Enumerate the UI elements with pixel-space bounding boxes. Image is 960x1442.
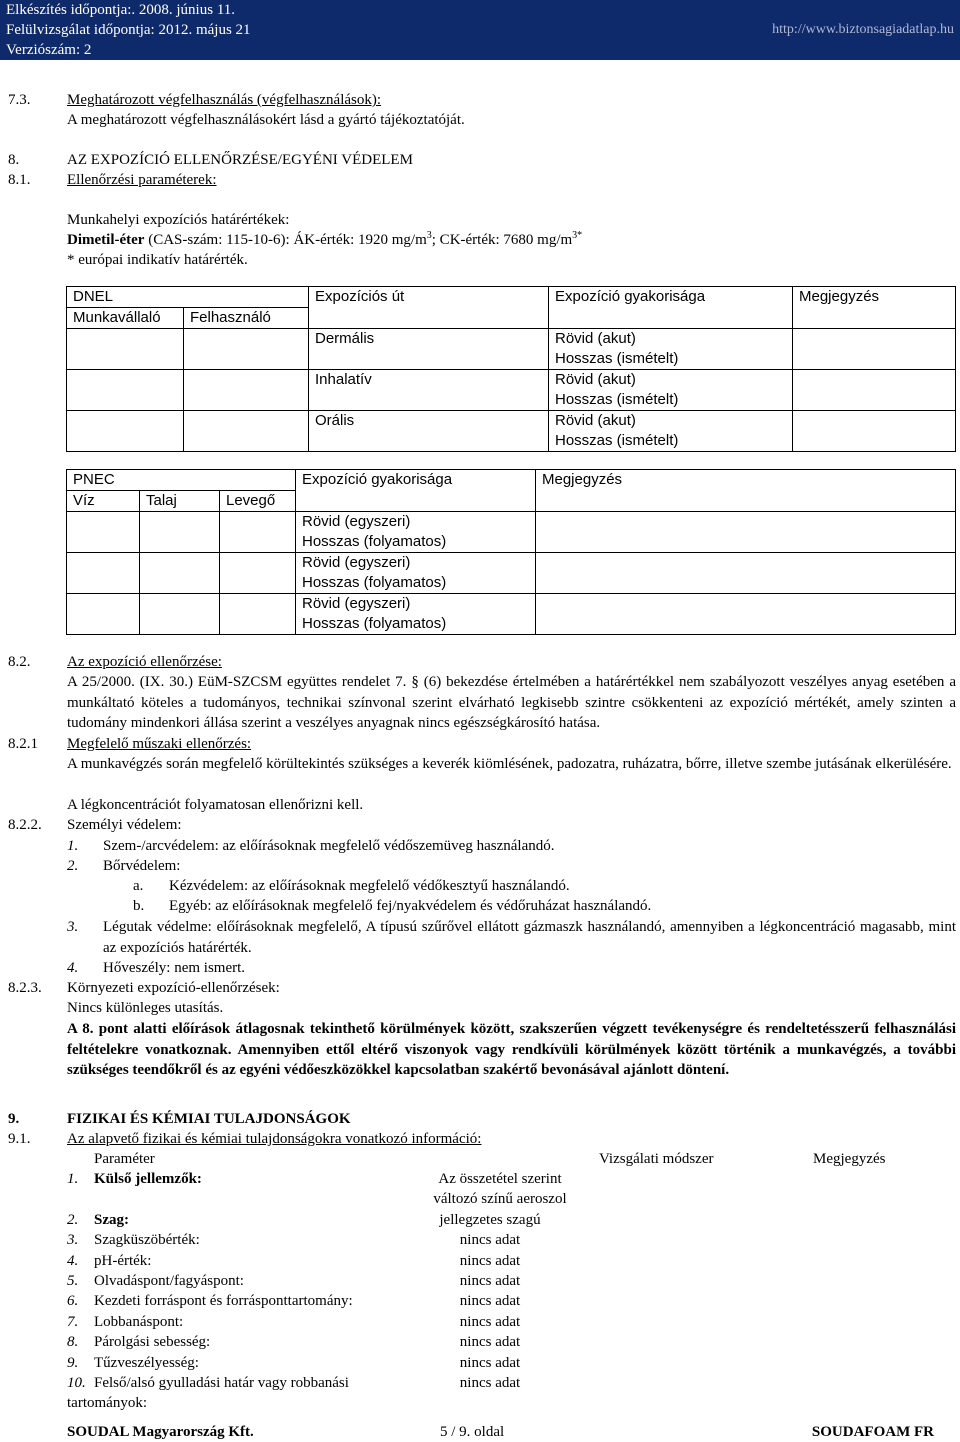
frequency-cell: Rövid (akut) Hosszas (ismételt) [549,370,793,411]
list-number: 2. [67,858,79,874]
frequency-cell: Rövid (egyszeri) Hosszas (folyamatos) [296,512,536,553]
substance-name: Dimetil-éter [67,232,145,248]
property-name: Lobbanáspont: [94,1314,184,1330]
section-7-3-title: Meghatározott végfelhasználás (végfelhasználások): [67,92,382,108]
property-number: 1. [67,1171,79,1187]
respiratory-protection-text: Légutak védelme: előírásoknak megfelelő, A típusú szűrővel ellátott gázmaszk használandó, amennyiben a légkoncentráció magasabb, mint az expozíciós határérték. [103,919,956,956]
property-name: pH-érték: [94,1253,152,1269]
eye-protection-text: Szem-/arcvédelem: az előírásoknak megfelelő védőszemüveg használandó. [103,838,555,854]
property-number: 4. [67,1253,79,1269]
frequency-cell: Rövid (egyszeri) Hosszas (folyamatos) [296,553,536,594]
frequency-header: Expozíció gyakorisága [549,287,793,329]
section-8-2-1-number: 8.2.1 [8,736,38,752]
property-number: 10. [67,1375,86,1391]
frequency-cell: Rövid (akut) Hosszas (ismételt) [549,411,793,452]
property-number: 6. [67,1293,79,1309]
route-cell: Orális [309,411,549,452]
property-value: nincs adat [459,1334,521,1350]
route-cell: Dermális [309,329,549,370]
property-value: nincs adat [459,1253,521,1269]
section-8-2-text: A 25/2000. (IX. 30.) EüM-SZCSM együttes rendelet 7. § (6) bekezdése értelmében a határértékkel nem szabályozott veszélyes anyag esetében a munkáltató köteles a tudományos, technikai színvonal szerint elvárható legkisebb szintre csökkenteni az expozíció mértékét, amely szinten a tudomány mindenkori állása szerint a veszélyes anyagnak nincs egészségkárosító hatása. [67,674,956,731]
table-row [67,411,956,452]
dnel-header: DNEL [67,287,309,308]
section-9-number: 9. [8,1111,20,1127]
property-name: Párolgási sebesség: [94,1334,211,1350]
parameter-header: Paraméter [94,1151,155,1167]
table-row [67,553,956,594]
revision-date: Felülvizsgálat időpontja: 2012. május 21 [6,22,251,38]
footer-page-number: 5 / 9. oldal [440,1424,505,1440]
table-row [67,370,956,411]
limits-sup-1: 3 [426,230,432,241]
limits-text-2: ; CK-érték: 7680 mg/m [431,232,573,248]
property-name-continued: tartományok: [67,1395,147,1411]
exposure-limits-heading: Munkahelyi expozíciós határértékek: [67,212,290,228]
hand-protection-text: Kézvédelem: az előírásoknak megfelelő védőkesztyű használandó. [169,878,570,894]
exposure-limits-line [67,230,582,250]
section-8-2-title: Az expozíció ellenőrzése: [67,654,222,670]
note-header: Megjegyzés [813,1151,886,1167]
created-date: Elkészítés időpontja:. 2008. június 11. [6,2,236,18]
property-name: Külső jellemzők: [94,1171,202,1187]
section-8-1-number: 8.1. [8,172,31,188]
section-7-3-text: A meghatározott végfelhasználásokért lásd a gyártó tájékoztatóját. [67,112,465,128]
thermal-hazard-text: Hőveszély: nem ismert. [103,960,246,976]
route-cell: Inhalatív [309,370,549,411]
property-value: jellegzetes szagú [439,1212,541,1228]
table-row [67,512,956,553]
list-letter: a. [133,878,144,894]
property-value: nincs adat [459,1375,521,1391]
footer-company: SOUDAL Magyarország Kft. [67,1424,254,1440]
section-9-title: FIZIKAI ÉS KÉMIAI TULAJDONSÁGOK [67,1111,351,1127]
property-value: nincs adat [459,1355,521,1371]
user-header: Felhasználó [184,308,309,329]
table-row [67,329,956,370]
property-number: 2. [67,1212,79,1228]
limits-sup-2: 3* [572,230,583,241]
pnec-table [66,469,956,635]
method-header: Vizsgálati módszer [599,1151,714,1167]
property-value: nincs adat [459,1273,521,1289]
property-value: nincs adat [459,1293,521,1309]
skin-protection-text: Bőrvédelem: [103,858,181,874]
section-9-1-title: Az alapvető fizikai és kémiai tulajdonságokra vonatkozó információ: [67,1131,482,1147]
list-number: 4. [67,960,79,976]
note-header: Megjegyzés [793,287,956,329]
footer-product: SOUDAFOAM FR [811,1424,934,1440]
property-value: nincs adat [459,1314,521,1330]
section-8-2-3-bold-text: A 8. pont alatti előírások átlagosnak tekinthető körülmények között, szakszerűen végzett tevékenységre és rendeltetésszerű felhasználási feltételekre vonatkoznak. Amennyiben ettől eltérő viszonyok vagy rendkívüli körülmények között történik a munkavégzés, a további szükséges teendőkről és az egyéni védőeszközökkel kapcsolatban szakértő bevonásával ajánlott döntení. [67,1021,956,1078]
soil-header: Talaj [140,491,220,512]
version-number: Verziószám: 2 [6,42,92,58]
list-number: 3. [67,919,79,935]
worker-header: Munkavállaló [67,308,184,329]
section-8-1-title: Ellenőrzési paraméterek: [67,172,217,188]
pnec-header: PNEC [67,470,296,491]
air-header: Levegő [220,491,296,512]
section-8-2-3-title: Környezeti expozíció-ellenőrzések: [67,980,280,996]
section-8-2-1-title: Megfelelő műszaki ellenőrzés: [67,736,252,752]
note-header: Megjegyzés [536,470,956,512]
section-8-2-1-text2: A légkoncentrációt folyamatosan ellenőrizni kell. [67,797,364,813]
frequency-cell: Rövid (akut) Hosszas (ismételt) [549,329,793,370]
list-number: 1. [67,838,79,854]
property-name: Szag: [94,1212,129,1228]
property-number: 3. [67,1232,79,1248]
frequency-cell: Rövid (egyszeri) Hosszas (folyamatos) [296,594,536,635]
frequency-header: Expozíció gyakorisága [296,470,536,512]
route-header: Expozíciós út [309,287,549,329]
property-name: Szagküszöbérték: [94,1232,200,1248]
other-protection-text: Egyéb: az előírásoknak megfelelő fej/nyakvédelem és védőruházat használandó. [169,898,652,914]
section-9-1-number: 9.1. [8,1131,31,1147]
section-8-2-1-text: A munkavégzés során megfelelő körültekintés szükséges a keverék kiömlésének, padozatra, ruházatra, bőrre, illetve szembe jutásának elkerülésére. [67,756,952,772]
limits-text-1: (CAS-szám: 115-10-6): ÁK-érték: 1920 mg/m [148,232,427,248]
section-8-title: AZ EXPOZÍCIÓ ELLENŐRZÉSE/EGYÉNI VÉDELEM [67,152,413,168]
section-8-number: 8. [8,152,20,168]
table-row [67,594,956,635]
indicative-note: * európai indikatív határérték. [67,252,248,268]
section-8-2-3-text: Nincs különleges utasítás. [67,1000,224,1016]
water-header: Víz [67,491,140,512]
property-name: Felső/alsó gyulladási határ vagy robbanási [94,1375,349,1391]
property-value: változó színű aeroszol [433,1191,567,1207]
property-value: Az összetétel szerint [438,1171,562,1187]
section-8-2-number: 8.2. [8,654,31,670]
property-name: Tűzveszélyesség: [94,1355,199,1371]
section-8-2-2-title: Személyi védelem: [67,817,182,833]
property-number: 7. [67,1314,79,1330]
property-name: Olvadáspont/fagyáspont: [94,1273,244,1289]
website-link[interactable]: http://www.biztonsagiadatlap.hu [772,22,954,37]
property-name: Kezdeti forráspont és forrásponttartomány: [94,1293,353,1309]
property-number: 5. [67,1273,79,1289]
dnel-table [66,286,956,452]
section-8-2-2-number: 8.2.2. [8,817,42,833]
property-value: nincs adat [459,1232,521,1248]
property-number: 9. [67,1355,79,1371]
section-8-2-3-number: 8.2.3. [8,980,42,996]
list-letter: b. [133,898,145,914]
property-number: 8. [67,1334,79,1350]
document-header [0,0,960,60]
section-7-3-number: 7.3. [8,92,31,108]
